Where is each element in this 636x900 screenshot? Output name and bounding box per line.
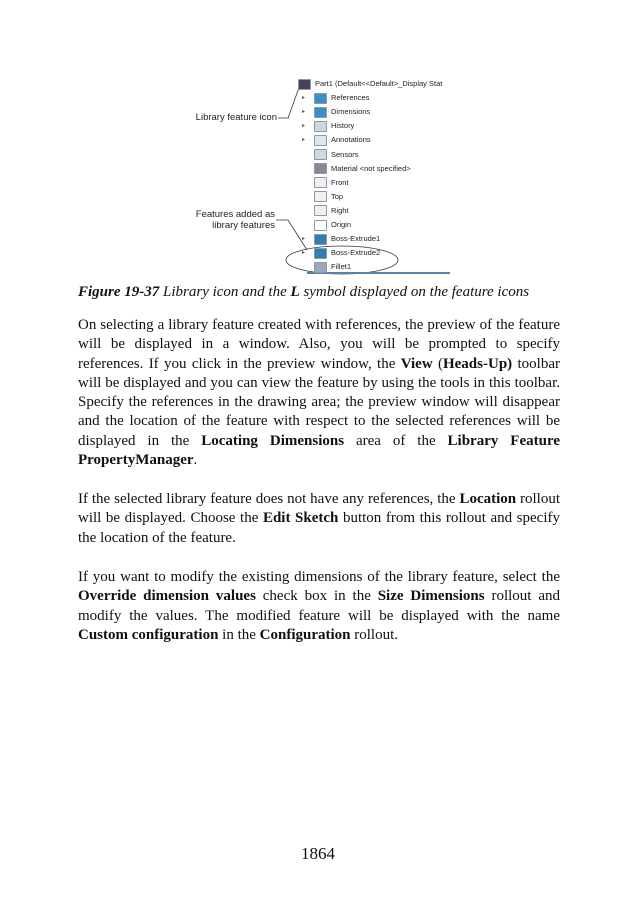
library-fillet-icon <box>314 262 327 273</box>
text-run: rollout. <box>350 626 399 643</box>
bold-term: Configuration <box>259 626 351 643</box>
tree-item[interactable] <box>314 260 351 274</box>
expand-arrow-icon[interactable]: ▸ <box>302 250 306 257</box>
paragraph-1 <box>78 316 560 470</box>
bold-term: Library Feature PropertyManager <box>78 432 560 469</box>
feature-tree-figure <box>180 75 450 280</box>
tree-item[interactable] <box>314 246 380 260</box>
tree-item-label: Dimensions <box>331 107 371 117</box>
tree-item[interactable] <box>314 162 411 176</box>
library-feature-icon <box>298 79 311 90</box>
tree-item[interactable] <box>314 119 354 133</box>
material-icon <box>314 163 327 174</box>
bold-term: Override dimension values <box>78 588 256 605</box>
origin-icon <box>314 220 327 231</box>
bold-term: Custom configuration <box>78 626 219 643</box>
caption-text: Library icon and the <box>159 284 291 300</box>
bold-term: View <box>400 355 433 372</box>
history-icon <box>314 121 327 132</box>
plane-icon <box>314 177 327 188</box>
text-run: area of the <box>344 432 448 449</box>
tree-item[interactable] <box>314 133 371 147</box>
tree-item[interactable] <box>298 77 442 91</box>
tree-item[interactable] <box>314 218 351 232</box>
library-extrude-icon <box>314 234 327 245</box>
folder-icon <box>314 107 327 118</box>
library-extrude-icon <box>314 248 327 259</box>
tree-item[interactable] <box>314 91 369 105</box>
tree-item-label: Origin <box>331 220 352 229</box>
tree-item-label: Material <not specified> <box>331 163 411 173</box>
paragraph-3 <box>78 568 560 645</box>
callout-library-icon: Library feature icon <box>195 112 277 123</box>
caption-text: symbol displayed on the feature icons <box>299 284 530 300</box>
bold-term: Locating Dimensions <box>201 432 345 449</box>
text-run: in the <box>218 626 260 643</box>
text-run: If you want to modify the existing dimensions of the library feature, select the <box>78 569 560 585</box>
paragraph-2 <box>78 490 560 548</box>
expand-arrow-icon[interactable]: ▸ <box>302 236 306 243</box>
tree-item[interactable] <box>314 232 380 246</box>
expand-arrow-icon[interactable]: ▸ <box>302 109 306 116</box>
text-run: If the selected library feature does not have any references, the <box>78 491 460 507</box>
page-number: 1864 <box>301 844 335 863</box>
text-run: rollout will be displayed. Choose the <box>78 491 561 527</box>
plane-icon <box>314 191 327 202</box>
text-run: ( <box>432 355 443 372</box>
figure-caption <box>78 284 568 301</box>
tree-item-label: Right <box>331 205 349 215</box>
tree-item-label: Part1 (Default<<Default>_Display Stat <box>315 79 443 88</box>
callout-features-added-2: library features <box>212 220 275 231</box>
text-run: toolbar will be displayed and you can view the feature by using the tools in this toolbar. Specify the references in the drawing area; the preview window will disappear and the location of the feature with respect to the selected references will be displayed in the <box>78 355 560 449</box>
annotations-icon <box>314 135 327 146</box>
tree-item-label: References <box>331 93 370 103</box>
text-run: . <box>193 452 198 469</box>
tree-item-label: Boss-Extrude2 <box>331 248 381 258</box>
folder-icon <box>314 93 327 104</box>
bold-term: Edit Sketch <box>262 510 339 527</box>
sensors-icon <box>314 149 327 160</box>
tree-item-label: Front <box>331 177 349 187</box>
tree-item-label: Boss-Extrude1 <box>331 234 381 244</box>
tree-item[interactable] <box>314 204 349 218</box>
tree-item-label: Top <box>331 191 344 201</box>
text-run: rollout and modify the values. The modified feature will be displayed with the name <box>78 588 560 624</box>
tree-item-label: Fillet1 <box>331 262 352 272</box>
expand-arrow-icon[interactable]: ▸ <box>302 123 306 130</box>
figure-number: Figure 19-37 <box>78 284 160 300</box>
plane-icon <box>314 205 327 216</box>
text-run: On selecting a library feature created with references, the preview of the feature will be displayed in a window. Also, you will be prompted to specify references. If you click in the preview window, the <box>78 317 560 372</box>
callout-features-added-1: Features added as <box>195 209 275 220</box>
text-run: check box in the <box>255 588 378 605</box>
expand-arrow-icon[interactable]: ▸ <box>302 137 306 144</box>
text-run: button from this rollout and specify the location of the feature. <box>78 510 560 546</box>
tree-item[interactable] <box>314 190 343 204</box>
tree-item-label: Annotations <box>331 135 371 145</box>
tree-item-label: History <box>331 121 355 131</box>
tree-item-label: Sensors <box>331 149 359 159</box>
tree-item[interactable] <box>314 105 370 119</box>
tree-item[interactable] <box>314 176 349 190</box>
tree-item[interactable] <box>314 148 359 162</box>
bold-term: Location <box>459 491 517 507</box>
expand-arrow-icon[interactable]: ▸ <box>302 95 306 102</box>
caption-bold: L <box>290 284 300 300</box>
bold-term: Heads-Up) <box>442 355 513 372</box>
bold-term: Size Dimensions <box>377 588 485 605</box>
